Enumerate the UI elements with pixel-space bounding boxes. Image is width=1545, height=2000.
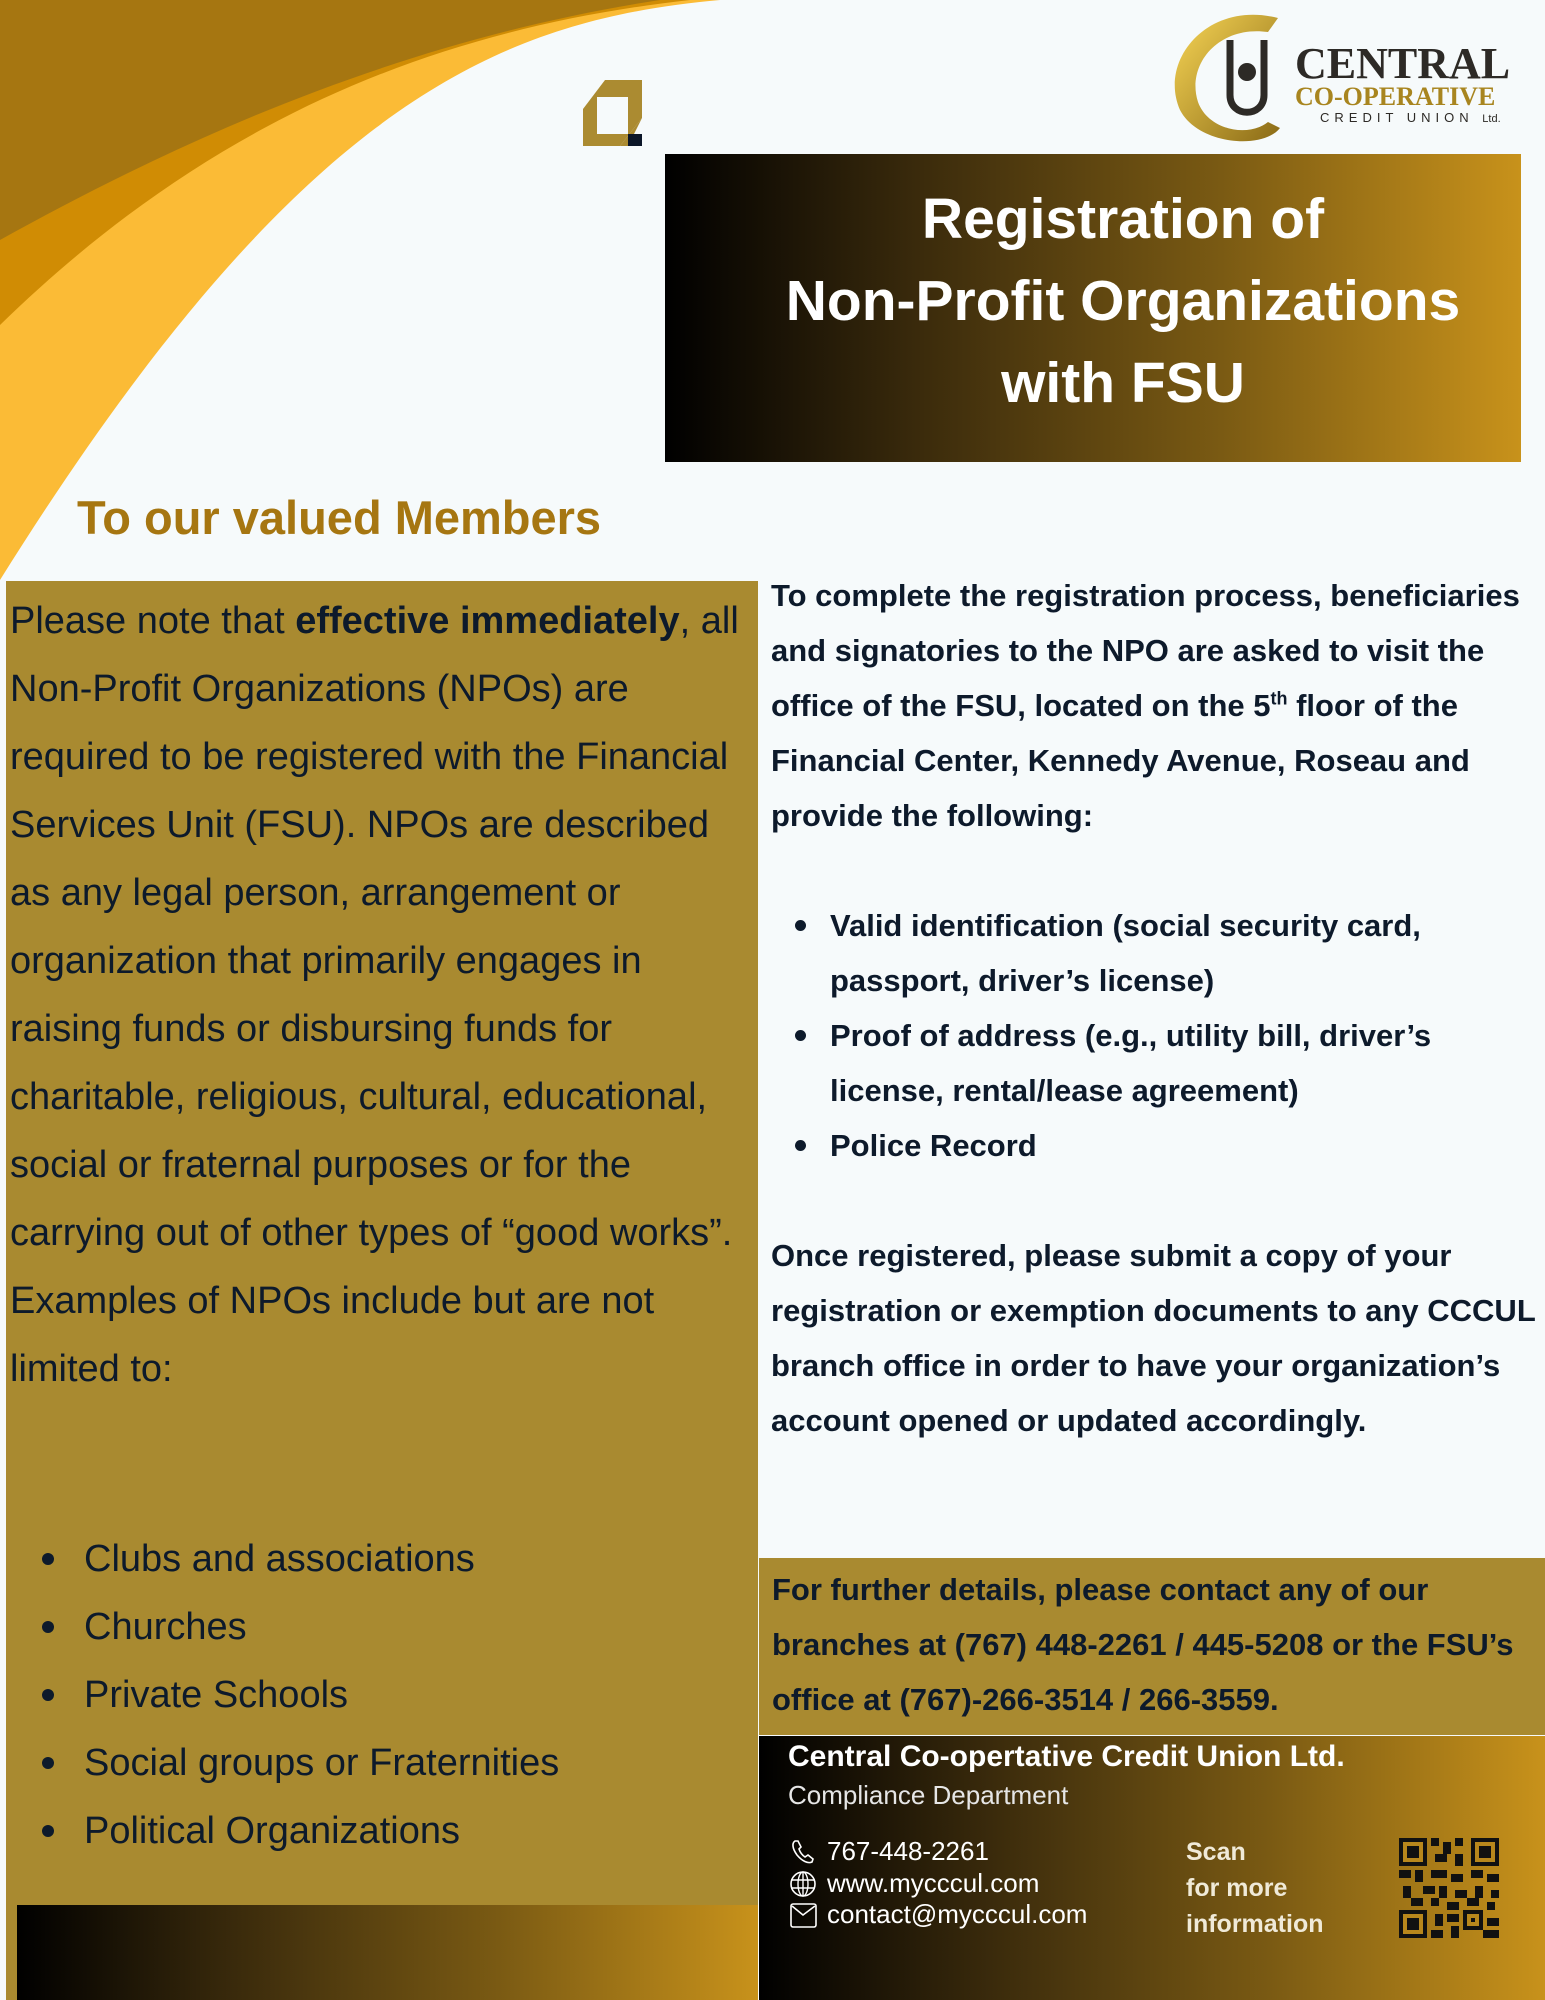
decorative-gradient-bar (17, 1905, 758, 2000)
requirements-list (771, 898, 1541, 1173)
globe-icon (789, 1870, 819, 1898)
footer-org-name: Central Co-opertative Credit Union Ltd. (788, 1740, 1345, 1773)
contact-note: For further details, please contact any of our branches at (767) 448-2261 / 445-5208 or the FSU’s office at (767)-266-3514 / 266-3559. (772, 1572, 1514, 1717)
title-banner (665, 154, 1521, 462)
list-item: Churches (6, 1593, 559, 1661)
greeting-heading: To our valued Members (77, 491, 602, 544)
footer-department: Compliance Department (788, 1780, 1069, 1810)
envelope-icon (789, 1901, 819, 1929)
list-item: Social groups or Fraternities (6, 1729, 559, 1797)
list-item: Proof of address (e.g., utility bill, driver’s license, rental/lease agreement) (771, 1008, 1541, 1118)
footer-website-link[interactable]: www.mycccul.com (789, 1868, 1039, 1899)
title-line-1: Registration of (921, 187, 1325, 251)
brand-logo (1168, 10, 1538, 145)
list-item: Police Record (771, 1118, 1541, 1173)
scan-prompt: Scan for more information (1186, 1838, 1324, 1938)
intro-paragraph: Please note that effective immediately, all Non-Profit Organizations (NPOs) are required to be registered with the Financial Services Unit (FSU). NPOs are described as any legal person, arrangement or organization that primarily engages in raising funds or disbursing funds for charitable, religious, cultural, educational, social or fraternal purposes or for the carrying out of other types of “good works”. Examples of NPOs include but are not limited to: (10, 600, 739, 1390)
list-item: Clubs and associations (6, 1525, 559, 1593)
footer (759, 1736, 1545, 2000)
logo-text-central: CENTRAL (1295, 39, 1511, 88)
page-title (665, 178, 1521, 424)
contact-note-box (759, 1558, 1545, 1735)
footer-email-link[interactable]: contact@mycccul.com (789, 1899, 1087, 1930)
list-item: Political Organizations (6, 1797, 559, 1865)
left-info-panel (6, 581, 758, 2000)
title-line-2: Non-Profit Organizations (785, 269, 1461, 333)
list-item: Valid identification (social security card, passport, driver’s license) (771, 898, 1541, 1008)
intro-emphasis: effective immediately (295, 600, 680, 642)
logo-emblem (1168, 10, 1298, 145)
npo-examples-list (6, 1525, 559, 1865)
submission-instructions: Once registered, please submit a copy of your registration or exemption documents to any CCCUL branch office in order to have your organization’s account opened or updated accordingly. (771, 1238, 1536, 1438)
right-info-column (771, 568, 1541, 1448)
logo-text-credit-union: CREDIT UNION Ltd. (1320, 110, 1501, 125)
qr-code[interactable] (1399, 1838, 1499, 1938)
title-line-3: with FSU (1001, 351, 1245, 415)
footer-phone[interactable]: 767-448-2261 (789, 1836, 989, 1867)
decorative-mark-icon (583, 80, 665, 146)
phone-icon (789, 1838, 819, 1866)
list-item: Private Schools (6, 1661, 559, 1729)
registration-instructions: To complete the registration process, beneficiaries and signatories to the NPO are asked to visit the office of the FSU, located on the 5th floor of the Financial Center, Kennedy Avenue, Roseau and provide the following: (771, 578, 1520, 833)
logo-text-cooperative: CO-OPERATIVE (1295, 82, 1496, 111)
